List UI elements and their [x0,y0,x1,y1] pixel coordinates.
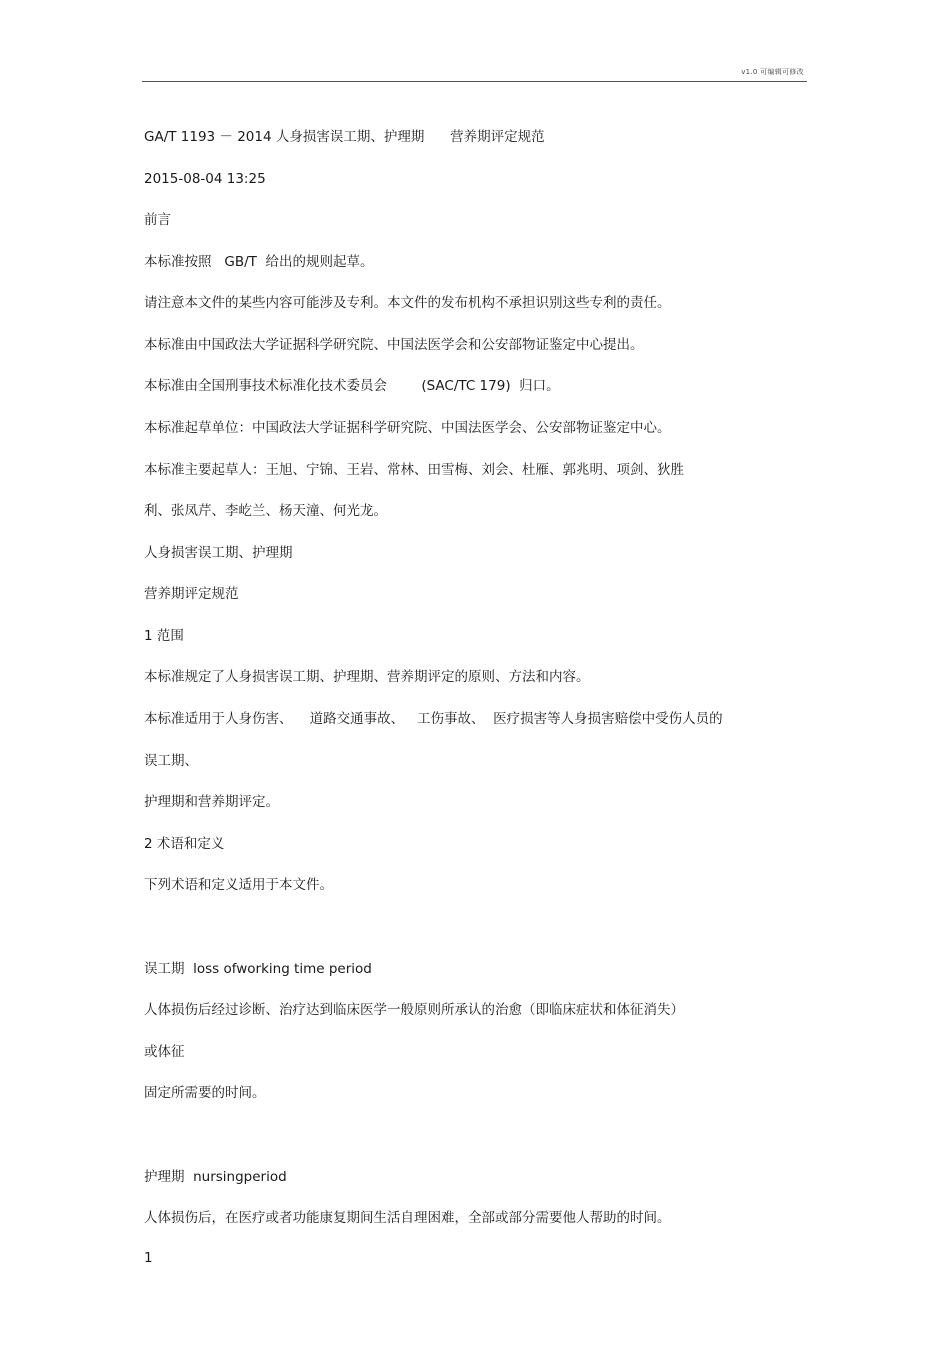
paragraph: 本标准主要起草人：王旭、宁锦、王岩、常林、田雪梅、刘会、杜雁、郭兆明、项剑、狄胜 [144,462,684,478]
paragraph: 本标准由中国政法大学证据科学研究院、中国法医学会和公安部物证鉴定中心提出。 [144,337,644,353]
paragraph: 本标准起草单位：中国政法大学证据科学研究院、中国法医学会、公安部物证鉴定中心。 [144,420,671,436]
paragraph: 利、张凤芹、李屹兰、杨天潼、何光龙。 [144,503,387,519]
paragraph: 或体征 [144,1044,185,1060]
document-title: GA/T 1193 － 2014 人身损害误工期、护理期 营养期评定规范 [144,129,545,145]
paragraph: 人体损伤后经过诊断、治疗达到临床医学一般原则所承认的治愈（即临床症状和体征消失） [144,1002,684,1018]
header-note: v1.0 可编辑可修改 [741,68,804,76]
paragraph: 固定所需要的时间。 [144,1085,266,1101]
paragraph: 本标准规定了人身损害误工期、护理期、营养期评定的原则、方法和内容。 [144,669,590,685]
paragraph: 误工期、 [144,753,198,769]
paragraph: 本标准按照 GB/T 给出的规则起草。 [144,254,374,270]
paragraph: 本标准由全国刑事技术标准化技术委员会 (SAC/TC 179) 归口。 [144,378,560,394]
publish-date: 2015-08-04 13:25 [144,171,266,187]
term-heading: 误工期 loss ofworking time period [144,961,372,977]
paragraph: 护理期和营养期评定。 [144,794,279,810]
section-heading: 营养期评定规范 [144,586,239,602]
paragraph: 请注意本文件的某些内容可能涉及专利。本文件的发布机构不承担识别这些专利的责任。 [144,295,671,311]
page-number: 1 [144,1250,153,1266]
term-heading: 护理期 nursingperiod [144,1169,287,1185]
section-heading-foreword: 前言 [144,212,171,228]
section-heading-terms: 2 术语和定义 [144,836,225,852]
header-rule [142,81,807,82]
section-heading: 人身损害误工期、护理期 [144,545,293,561]
paragraph: 人体损伤后，在医疗或者功能康复期间生活自理困难，全部或部分需要他人帮助的时间。 [144,1210,671,1226]
section-heading-scope: 1 范围 [144,628,184,644]
paragraph: 本标准适用于人身伤害、 道路交通事故、 工伤事故、 医疗损害等人身损害赔偿中受伤人员的 [144,711,723,727]
paragraph: 下列术语和定义适用于本文件。 [144,877,333,893]
